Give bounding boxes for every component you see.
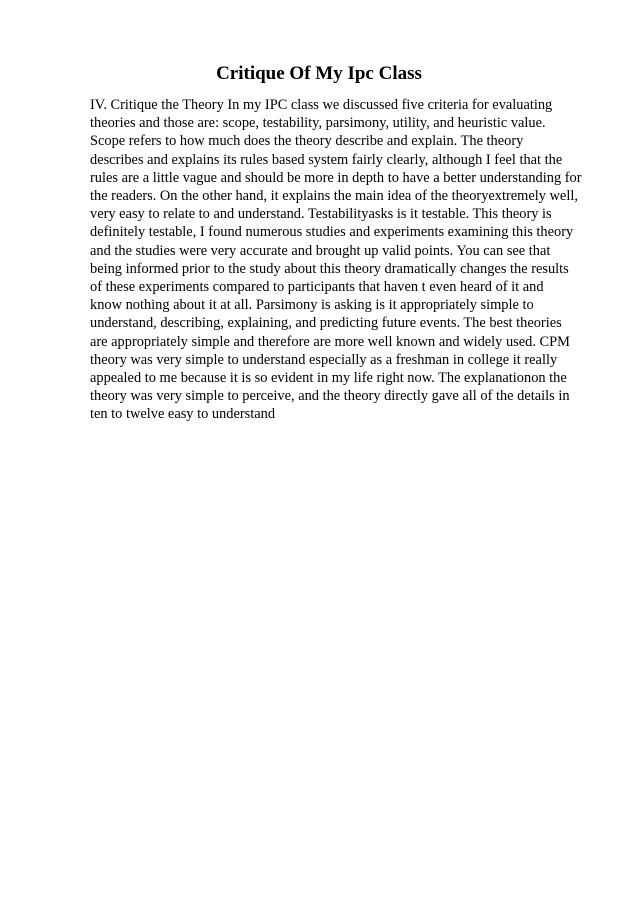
body-line: Scope refers to how much does the theory describe and explain. The theory <box>90 133 524 150</box>
body-line: IV. Critique the Theory In my IPC class we discussed five criteria for evaluating <box>90 97 553 113</box>
document-body <box>90 96 630 424</box>
body-line: appealed to me because it is so evident in my life right now. The explanationon the <box>90 370 567 387</box>
body-line: and the studies were very accurate and brought up valid points. You can see that <box>90 242 551 259</box>
body-line: theory was very simple to understand especially as a freshman in college it really <box>90 351 558 368</box>
body-line: know nothing about it at all. Parsimony is asking is it appropriately simple to <box>90 297 534 314</box>
body-line: of these experiments compared to participants that haven t even heard of it and <box>90 279 544 296</box>
body-line: ten to twelve easy to understand <box>90 406 276 423</box>
body-line: very easy to relate to and understand. Testabilityasks is it testable. This theory is <box>90 206 552 223</box>
body-line: the readers. On the other hand, it explains the main idea of the theoryextremely well, <box>90 188 578 205</box>
body-line: rules are a little vague and should be more in depth to have a better understanding for <box>90 169 582 186</box>
body-line: theory was very simple to perceive, and the theory directly gave all of the details in <box>90 388 570 405</box>
document-title: Critique Of My Ipc Class <box>216 63 422 84</box>
body-line: understand, describing, explaining, and predicting future events. The best theories <box>90 315 562 332</box>
body-line: are appropriately simple and therefore are more well known and widely used. CPM <box>90 333 570 350</box>
body-line: describes and explains its rules based system fairly clearly, although I feel that the <box>90 151 563 168</box>
body-line: definitely testable, I found numerous studies and experiments examining this theory <box>90 224 574 241</box>
body-line: theories and those are: scope, testability, parsimony, utility, and heuristic value. <box>90 115 546 132</box>
body-line: being informed prior to the study about this theory dramatically changes the results <box>90 260 569 277</box>
